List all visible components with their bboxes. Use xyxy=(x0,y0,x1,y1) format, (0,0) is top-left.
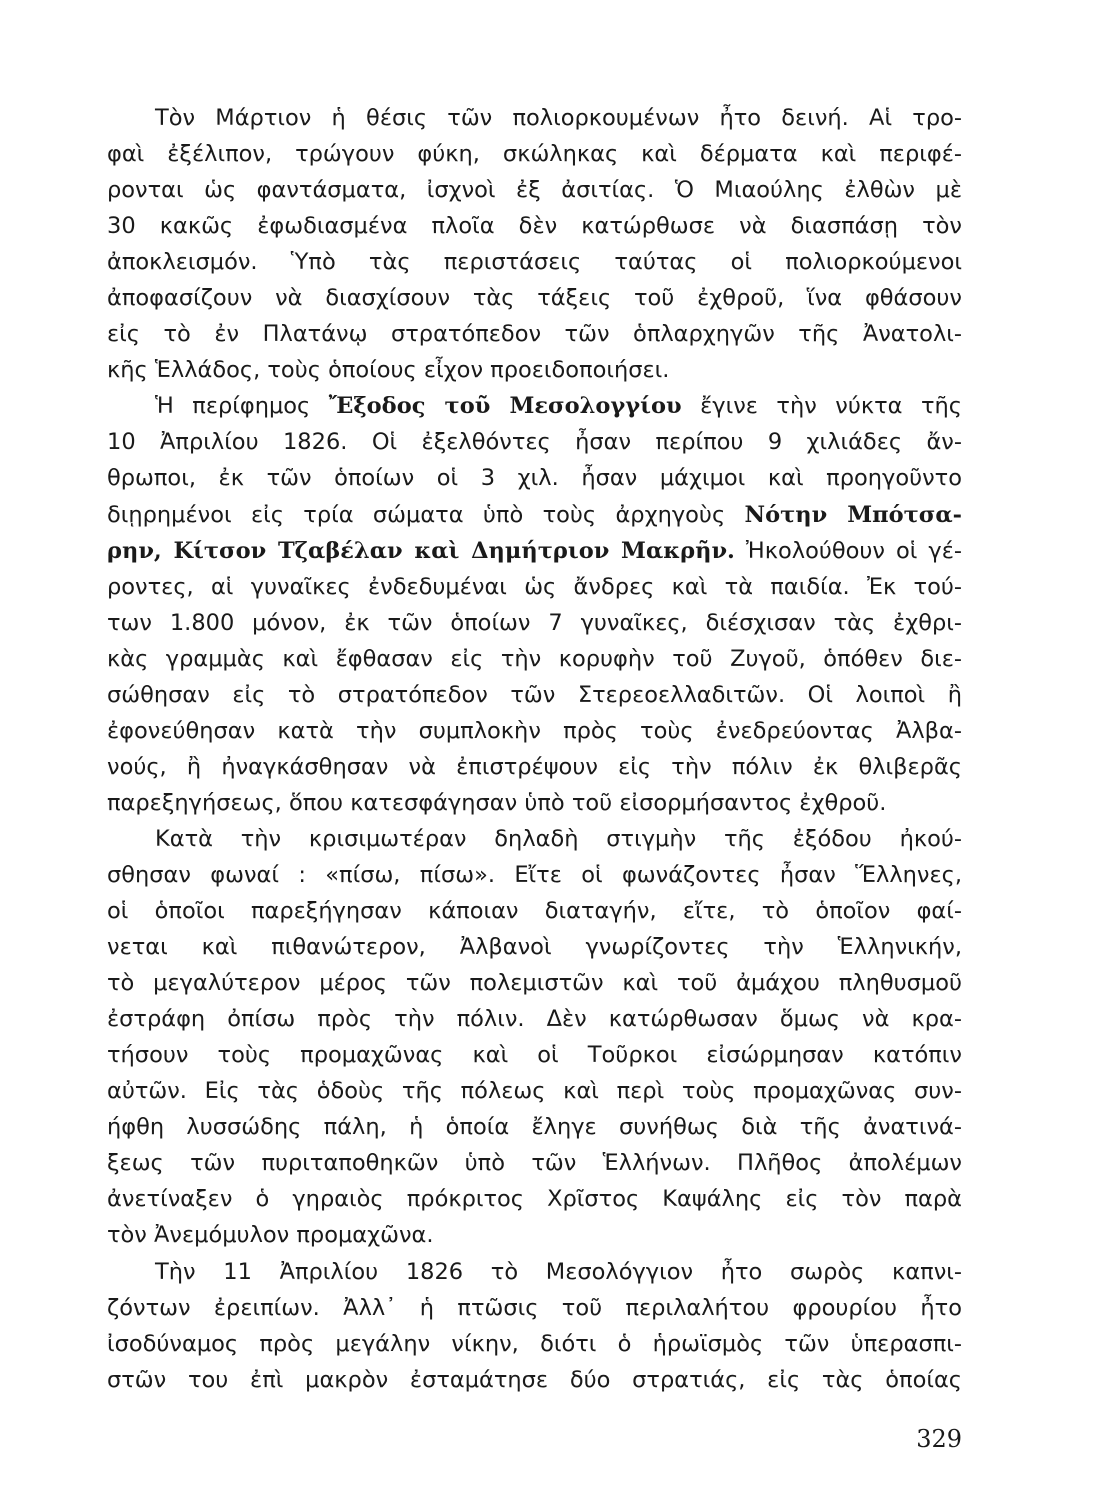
text-line: στῶν του ἐπὶ μακρὸν ἐσταμάτησε δύο στρατιάς, εἰς τὰς ὁποίας xyxy=(107,1366,962,1393)
line-text: Ἠκολούθουν οἱ γέ- xyxy=(734,537,962,564)
text-line: σώθησαν εἰς τὸ στρατόπεδον τῶν Στερεοελλαδιτῶν. Οἱ λοιποὶ ἢ xyxy=(107,681,962,708)
text-line xyxy=(107,497,962,533)
text-line: των 1.800 μόνον, ἐκ τῶν ὁποίων 7 γυναῖκες, διέσχισαν τὰς ἐχθρι- xyxy=(107,609,962,636)
text-line: τὸν Ἀνεμόμυλον προμαχῶνα. xyxy=(107,1222,434,1249)
text-line: νούς, ἢ ἠναγκάσθησαν νὰ ἐπιστρέψουν εἰς τὴν πόλιν ἐκ θλιβερᾶς xyxy=(107,753,962,780)
text-line: ξεως τῶν πυριταποθηκῶν ὑπὸ τῶν Ἑλλήνων. Πλῆθος ἀπολέμων xyxy=(107,1150,962,1177)
text-line: 10 Ἀπριλίου 1826. Οἱ ἐξελθόντες ἦσαν περίπου 9 χιλιάδες ἄν- xyxy=(107,429,962,456)
text-line: ήφθη λυσσώδης πάλη, ἡ ὁποία ἔληγε συνήθως διὰ τῆς ἀνατινά- xyxy=(107,1114,962,1141)
text-line: ἀποφασίζουν νὰ διασχίσουν τὰς τάξεις τοῦ ἐχθροῦ, ἵνα φθάσουν xyxy=(107,285,962,312)
text-line: Κατὰ τὴν κρισιμωτέραν δηλαδὴ στιγμὴν τῆς ἐξόδου ἠκού- xyxy=(155,825,962,852)
text-line: σθησαν φωναί : «πίσω, πίσω». Εἴτε οἱ φωνάζοντες ἦσαν Ἕλληνες, xyxy=(107,861,962,888)
text-line: φαὶ ἐξέλιπον, τρώγουν φύκη, σκώληκας καὶ δέρματα καὶ περιφέ- xyxy=(107,141,962,168)
text-line: ἀνετίναξεν ὁ γηραιὸς πρόκριτος Χρῖστος Καψάλης εἰς τὸν παρὰ xyxy=(107,1186,962,1213)
line-text: ἔγινε τὴν νύκτα τῆς xyxy=(681,393,962,420)
text-line: ἀποκλεισμόν. Ὑπὸ τὰς περιστάσεις ταύτας οἱ πολιορκούμενοι xyxy=(107,249,962,276)
book-page-text xyxy=(107,100,962,1398)
text-line: ροντες, αἱ γυναῖκες ἐνδεδυμέναι ὡς ἄνδρες καὶ τὰ παιδία. Ἐκ τού- xyxy=(107,573,962,600)
bold-leader-names: ρην, Κίτσον Τζαβέλαν καὶ Δημήτριον Μακρῆν. xyxy=(107,537,735,564)
line-text: Ἡ περίφημος xyxy=(155,393,329,420)
text-line xyxy=(107,533,962,569)
text-line: κὰς γραμμὰς καὶ ἔφθασαν εἰς τὴν κορυφὴν τοῦ Ζυγοῦ, ὁπόθεν διε- xyxy=(107,645,962,672)
line-text: διῃρημένοι εἰς τρία σώματα ὑπὸ τοὺς ἀρχηγοὺς xyxy=(107,501,745,528)
text-line: ἐστράφη ὀπίσω πρὸς τὴν πόλιν. Δὲν κατώρθωσαν ὅμως νὰ κρα- xyxy=(107,1006,962,1033)
bold-term-exodus: Ἔξοδος τοῦ Μεσολογγίου xyxy=(328,393,682,420)
text-line: νεται καὶ πιθανώτερον, Ἀλβανοὶ γνωρίζοντες τὴν Ἑλληνικήν, xyxy=(107,934,962,961)
text-line: τὸ μεγαλύτερον μέρος τῶν πολεμιστῶν καὶ τοῦ ἀμάχου πληθυσμοῦ xyxy=(107,970,962,997)
text-line xyxy=(107,388,962,424)
text-line: Τὴν 11 Ἀπριλίου 1826 τὸ Μεσολόγγιον ἦτο σωρὸς καπνι- xyxy=(155,1258,962,1285)
bold-leader-name: Νότην Μπότσα- xyxy=(744,501,962,528)
text-line: Τὸν Μάρτιον ἡ θέσις τῶν πολιορκουμένων ἦτο δεινή. Αἱ τρο- xyxy=(155,105,962,131)
text-line: ρονται ὡς φαντάσματα, ἰσχνοὶ ἐξ ἀσιτίας. Ὁ Μιαούλης ἐλθὼν μὲ xyxy=(107,177,962,204)
text-line: τήσουν τοὺς προμαχῶνας καὶ οἱ Τοῦρκοι εἰσώρμησαν κατόπιν xyxy=(107,1042,962,1069)
text-line: θρωποι, ἐκ τῶν ὁποίων οἱ 3 χιλ. ἦσαν μάχιμοι καὶ προηγοῦντο xyxy=(107,465,962,492)
text-line: ἐφονεύθησαν κατὰ τὴν συμπλοκὴν πρὸς τοὺς ἐνεδρεύοντας Ἀλβα- xyxy=(107,717,962,744)
text-line: παρεξηγήσεως, ὅπου κατεσφάγησαν ὑπὸ τοῦ εἰσορμήσαντος ἐχθροῦ. xyxy=(107,789,887,816)
text-line: 30 κακῶς ἐφωδιασμένα πλοῖα δὲν κατώρθωσε νὰ διασπάσῃ τὸν xyxy=(107,213,962,240)
text-line: κῆς Ἑλλάδος, τοὺς ὁποίους εἶχον προειδοποιήσει. xyxy=(107,357,670,384)
text-line: ἰσοδύναμος πρὸς μεγάλην νίκην, διότι ὁ ἡρωϊσμὸς τῶν ὑπερασπι- xyxy=(107,1330,962,1357)
text-line: οἱ ὁποῖοι παρεξήγησαν κάποιαν διαταγήν, εἴτε, τὸ ὁποῖον φαί- xyxy=(107,898,962,925)
text-line: αὐτῶν. Εἰς τὰς ὁδοὺς τῆς πόλεως καὶ περὶ τοὺς προμαχῶνας συν- xyxy=(107,1078,962,1105)
text-line: εἰς τὸ ἐν Πλατάνῳ στρατόπεδον τῶν ὁπλαρχηγῶν τῆς Ἀνατολι- xyxy=(107,321,962,348)
page-number: 329 xyxy=(916,1425,962,1453)
text-line: ζόντων ἐρειπίων. Ἀλλ᾿ ἡ πτῶσις τοῦ περιλαλήτου φρουρίου ἦτο xyxy=(107,1294,962,1321)
